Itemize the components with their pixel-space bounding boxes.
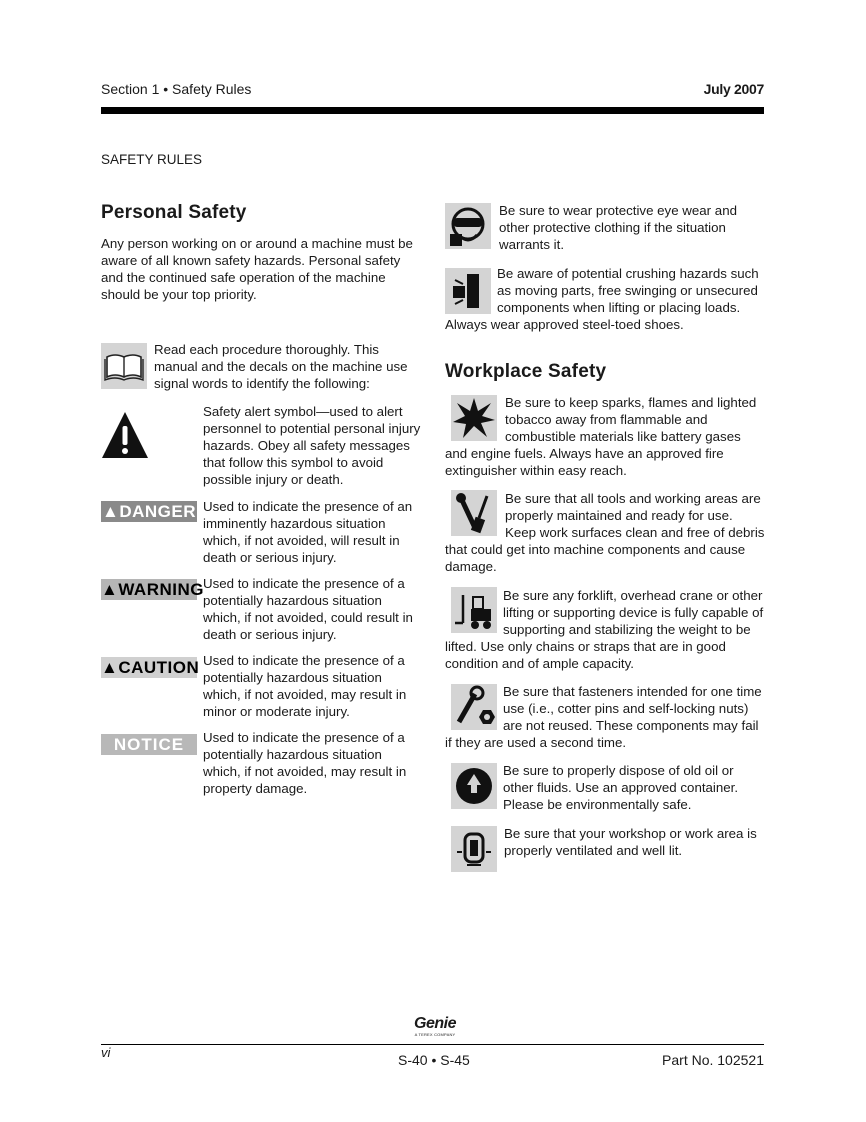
book-icon <box>101 343 147 389</box>
section-title: Section 1 • Safety Rules <box>101 81 252 97</box>
page-number: vi <box>101 1045 111 1060</box>
safety-alert-icon <box>101 410 149 460</box>
notice-text: Used to indicate the presence of a potentially hazardous situation which, if not avoided, may result in property damage. <box>203 730 407 796</box>
explosion-text: Be sure to keep sparks, flames and lighted tobacco away from flammable and combustible materials like battery gases and engine fuels. Always have an approved fire extinguisher within easy reach. <box>445 395 757 478</box>
read-procedure-text: Read each procedure thoroughly. This manual and the decals on the machine use signal words to identify the following: <box>154 342 408 391</box>
header-rule <box>101 107 764 114</box>
workplace-item-explosion <box>445 394 765 479</box>
recycle-text: Be sure to properly dispose of old oil or other fluids. Use an approved container. Please be environmentally safe. <box>503 763 739 812</box>
danger-text: Used to indicate the presence of an imminently hazardous situation which, if not avoided, will result in death or serious injury. <box>203 499 413 565</box>
workplace-item-tools <box>445 490 765 575</box>
lantern-text: Be sure that your workshop or work area is properly ventilated and well lit. <box>504 826 757 858</box>
personal-safety-heading: Personal Safety <box>101 202 247 223</box>
footer-rule <box>101 1044 764 1045</box>
workplace-item-recycle <box>445 762 765 813</box>
workplace-item-fasteners <box>445 683 765 751</box>
forklift-text: Be sure any forklift, overhead crane or other lifting or supporting device is fully capable of supporting and stabilizing the weight to be lifted. Use only chains or straps that are in good condition and of ample capacity. <box>445 588 764 671</box>
notice-badge: NOTICE <box>101 734 197 755</box>
safety-rules-label: SAFETY RULES <box>101 152 203 167</box>
date: July 2007 <box>703 81 764 97</box>
warning-badge: ▲WARNING <box>101 580 204 599</box>
danger-badge: ▲DANGER <box>102 502 196 521</box>
eyewear-text: Be sure to wear protective eye wear and other protective clothing if the situation warrants it. <box>499 203 737 252</box>
model-numbers: S-40 • S-45 <box>398 1052 470 1068</box>
caution-text: Used to indicate the presence of a potentially hazardous situation which, if not avoided, may result in minor or moderate injury. <box>203 653 407 719</box>
genie-logo: Genie A TEREX COMPANY <box>414 1015 456 1037</box>
workplace-item-forklift <box>445 587 765 672</box>
personal-safety-intro: Any person working on or around a machine must be aware of all known safety hazards. Personal safety and the continued safe operation of the machine should be your top priority. <box>101 236 413 302</box>
caution-badge: ▲CAUTION <box>101 658 200 677</box>
part-number: Part No. 102521 <box>662 1052 764 1068</box>
safety-alert-text: Safety alert symbol—used to alert personnel to potential personal injury hazards. Obey all safety messages that follow this symbol to avoid possible injury or death. <box>203 404 421 487</box>
fasteners-text: Be sure that fasteners intended for one time use (i.e., cotter pins and self-locking nuts) are not reused. These components may fail if they are used a second time. <box>445 684 762 750</box>
workplace-item-lantern <box>445 825 765 865</box>
tools-text: Be sure that all tools and working areas are properly maintained and ready for use. Keep work surfaces clean and free of debris that could get into machine components and cause damage. <box>445 491 765 574</box>
warning-text: Used to indicate the presence of a potentially hazardous situation which, if not avoided, could result in death or serious injury. <box>203 576 413 642</box>
workplace-safety-heading: Workplace Safety <box>445 361 607 382</box>
crushing-item <box>445 265 765 333</box>
crushing-text: Be aware of potential crushing hazards such as moving parts, free swinging or unsecured components when lifting or placing loads. Always wear approved steel-toed shoes. <box>445 266 759 332</box>
